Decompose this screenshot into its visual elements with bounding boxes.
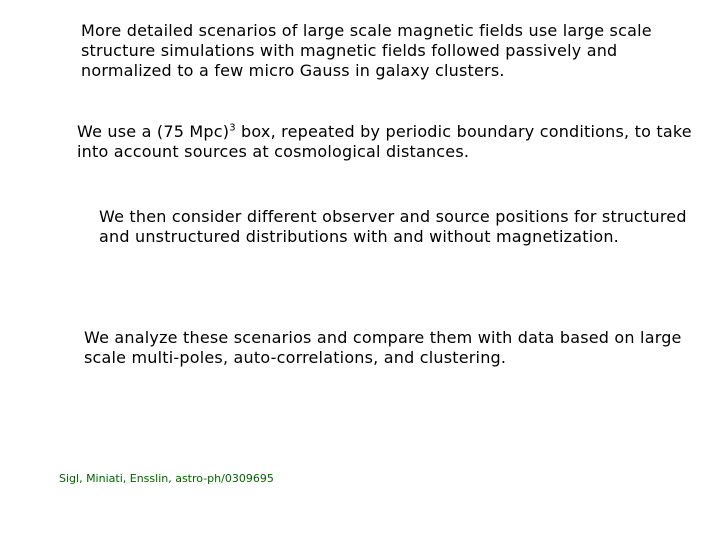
paragraph-box-size	[77, 122, 707, 162]
paragraph-data-comparison: We analyze these scenarios and compare them with data based on large scale multi-poles, auto-correlations, and clustering.	[84, 328, 682, 367]
paragraph-simulations: More detailed scenarios of large scale magnetic fields use large scale structure simulations with magnetic fields followed passively and normalized to a few micro Gauss in galaxy clusters.	[81, 21, 652, 80]
paragraph-observer-positions: We then consider different observer and source positions for structured and unstructured distributions with and without magnetization.	[99, 207, 687, 246]
box-size-exponent: 3	[229, 122, 236, 134]
box-size-text-continued: box, repeated by periodic boundary conditions, to take into account sources at cosmological distances.	[77, 122, 692, 161]
box-size-text: We use a (75 Mpc)	[77, 122, 230, 141]
citation-reference: Sigl, Miniati, Ensslin, astro-ph/0309695	[59, 472, 274, 485]
